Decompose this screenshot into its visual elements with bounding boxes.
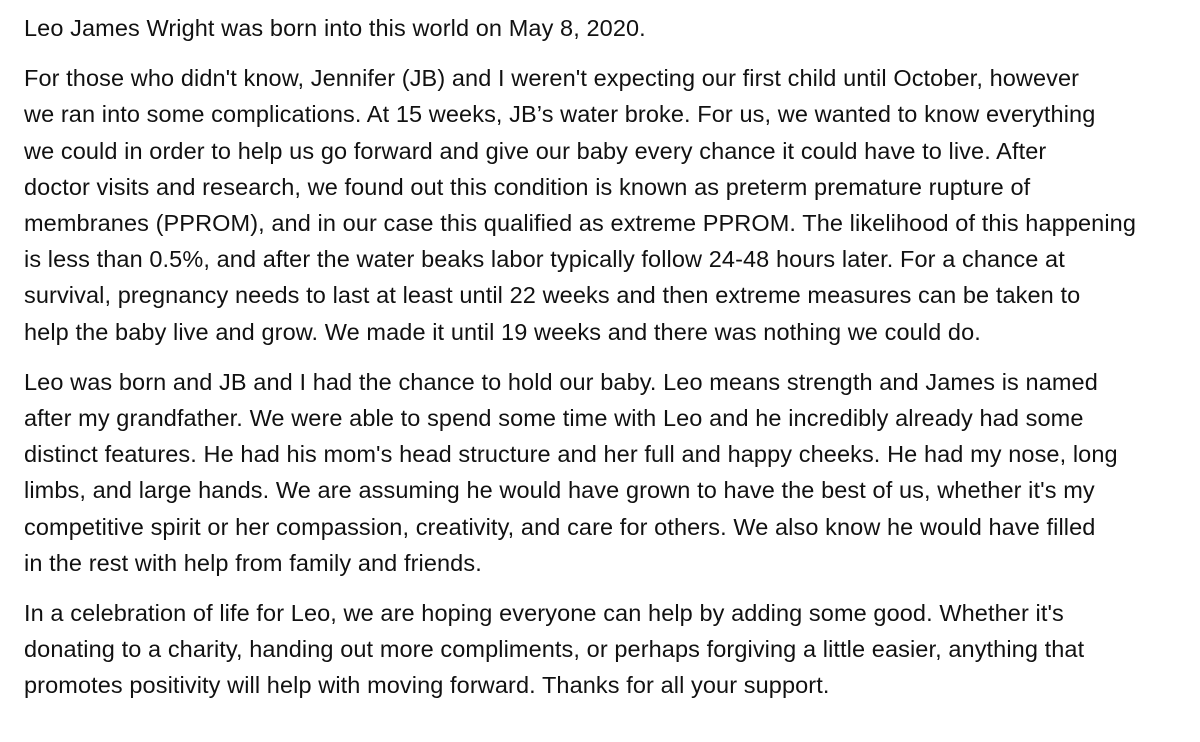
paragraph-line: In a celebration of life for Leo, we are hoping everyone can help by adding some good. Whether it's <box>24 600 1064 627</box>
paragraph-line: we ran into some complications. At 15 weeks, JB’s water broke. For us, we wanted to know everything <box>24 101 1096 128</box>
paragraph-4 <box>24 595 1190 704</box>
paragraph-line: we could in order to help us go forward and give our baby every chance it could have to live. After <box>24 137 1047 164</box>
paragraph-1 <box>24 10 1190 46</box>
paragraph-line: donating to a charity, handing out more compliments, or perhaps forgiving a little easier, anything that <box>24 636 1085 663</box>
paragraph-2 <box>24 60 1190 350</box>
paragraph-line: limbs, and large hands. We are assuming he would have grown to have the best of us, whether it's my <box>24 477 1095 504</box>
paragraph-line: competitive spirit or her compassion, creativity, and care for others. We also know he would have filled <box>24 513 1096 540</box>
paragraph-line: Leo James Wright was born into this world on May 8, 2020. <box>24 15 646 41</box>
paragraph-line: membranes (PPROM), and in our case this qualified as extreme PPROM. The likelihood of this happening <box>24 210 1136 237</box>
document-body <box>24 10 1190 718</box>
paragraph-line: survival, pregnancy needs to last at least until 22 weeks and then extreme measures can be taken to <box>24 282 1081 309</box>
paragraph-line: help the baby live and grow. We made it until 19 weeks and there was nothing we could do. <box>24 318 981 345</box>
paragraph-line: promotes positivity will help with moving forward. Thanks for all your support. <box>24 672 830 699</box>
paragraph-line: distinct features. He had his mom's head structure and her full and happy cheeks. He had my nose, long <box>24 441 1118 468</box>
paragraph-3 <box>24 364 1190 581</box>
paragraph-line: is less than 0.5%, and after the water beaks labor typically follow 24-48 hours later. For a chance at <box>24 246 1065 273</box>
paragraph-line: after my grandfather. We were able to spend some time with Leo and he incredibly already had some <box>24 405 1084 432</box>
paragraph-line: Leo was born and JB and I had the chance to hold our baby. Leo means strength and James is named <box>24 368 1098 395</box>
paragraph-line: For those who didn't know, Jennifer (JB) and I weren't expecting our first child until October, however <box>24 65 1080 92</box>
paragraph-line: doctor visits and research, we found out this condition is known as preterm premature rupture of <box>24 173 1031 200</box>
paragraph-line: in the rest with help from family and friends. <box>24 549 482 576</box>
